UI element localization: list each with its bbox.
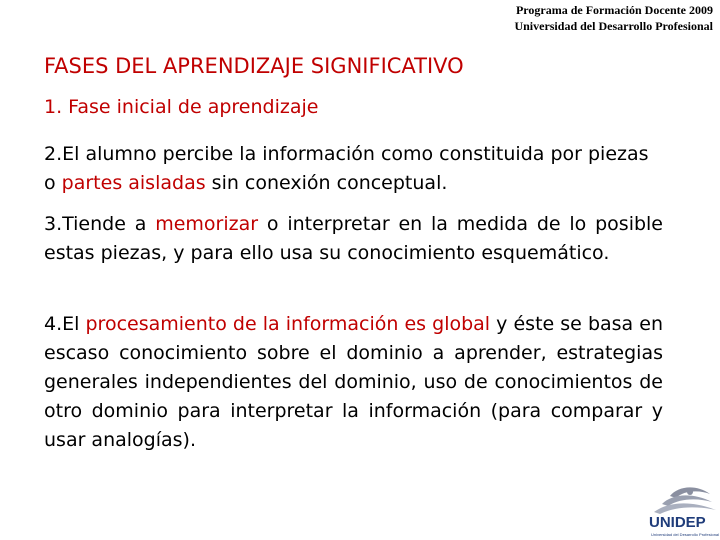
phase-4-part-c: y éste se basa en escaso conocimiento sobre el dominio a aprender, estrategias generales independientes del dominio, uso de conocimientos de otro dominio para interpretar la información (para comparar y usar analogías). — [44, 313, 663, 451]
unidep-emblem-icon — [640, 484, 720, 516]
phase-2-text — [44, 140, 663, 198]
logo-wordmark: UNIDEP — [649, 514, 706, 531]
phase-1-text: 1. Fase inicial de aprendizaje — [44, 96, 319, 118]
phase-3-text — [44, 210, 663, 268]
unidep-logo — [640, 484, 720, 540]
phase-3-part-c: o interpretar en la medida de lo posible estas piezas, y para ello usa su conocimiento esquemático. — [44, 213, 663, 264]
slide-title: FASES DEL APRENDIZAJE SIGNIFICATIVO — [44, 54, 464, 78]
phase-2-part-a: 2.El alumno percibe la información como constituida por piezas o — [44, 143, 649, 194]
phase-4-part-a: 4.El — [44, 313, 86, 335]
logo-subtitle: Universidad del Desarrollo Profesional — [651, 532, 720, 537]
header-program: Programa de Formación Docente 2009 — [515, 3, 713, 17]
phase-3-part-a: 3.Tiende a — [44, 213, 156, 235]
phase-3-highlight: memorizar — [155, 213, 259, 235]
header — [514, 2, 713, 34]
phase-2-highlight: partes aisladas — [61, 172, 206, 194]
header-university: Universidad del Desarrollo Profesional — [514, 19, 713, 33]
phase-2-part-c: sin conexión conceptual. — [205, 172, 448, 194]
phase-4-text — [44, 310, 663, 455]
phase-4-highlight: procesamiento de la información es global — [85, 313, 491, 335]
